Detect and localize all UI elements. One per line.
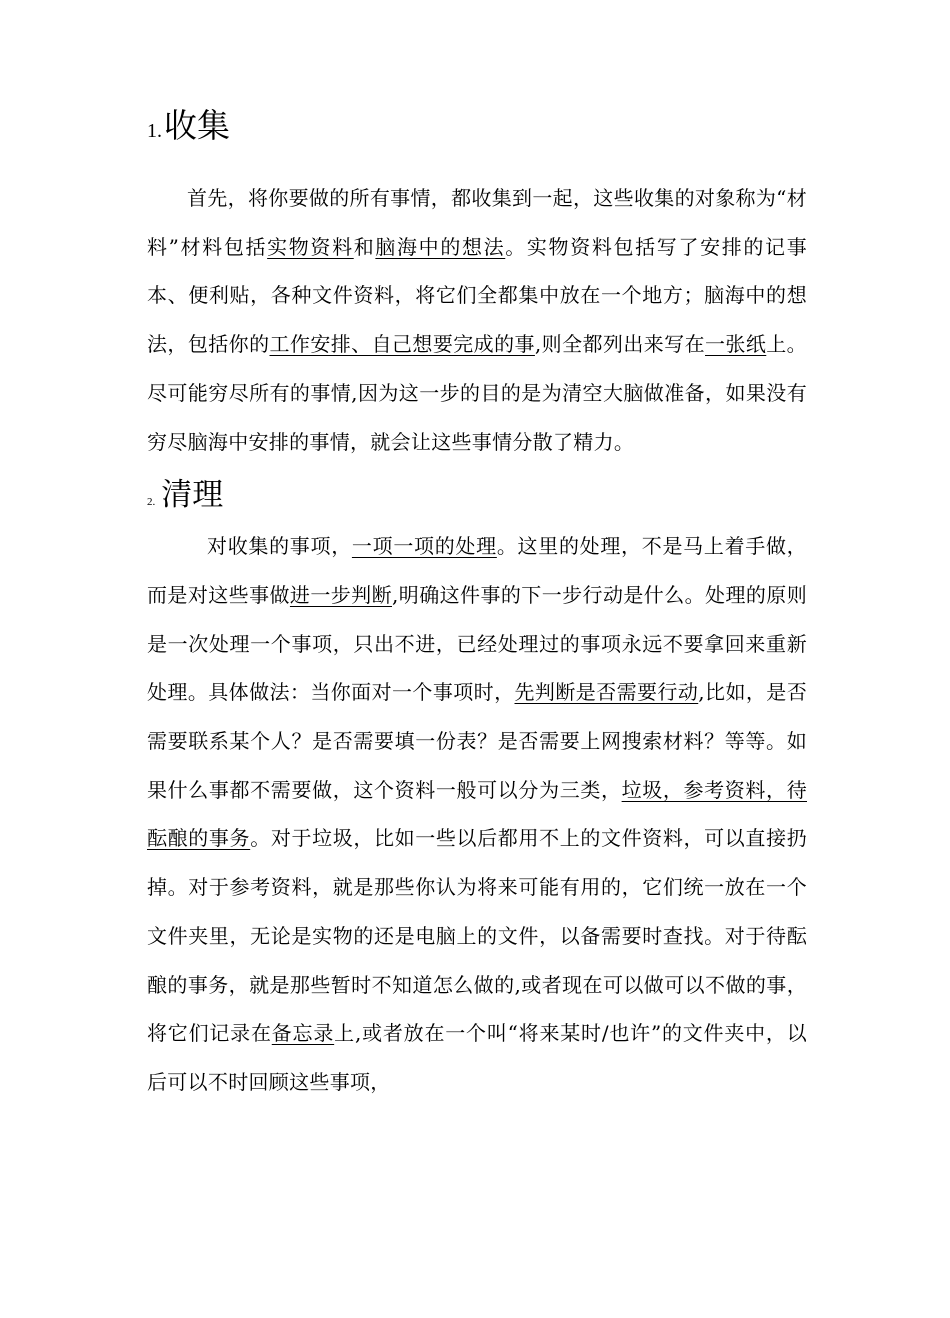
underlined-phrase: 实物资料 — [267, 234, 354, 259]
section-1-number: 1. — [147, 120, 162, 142]
text-run: ,明确这件事的下一步行动是什么。处理的原则是一次处理一个事项，只出不进，已经处理过的事项永远不要拿回来重新处理。具体做法：当你面对一个事项时， — [147, 582, 807, 705]
section-2-title: 清理 — [161, 477, 224, 514]
document-page — [147, 96, 807, 1107]
underlined-phrase: 先判断是否需要行动 — [514, 680, 699, 705]
text-run: 。这里的处理，不是马上着手做，而是对这些事做 — [147, 534, 807, 607]
text-run: 上。尽可能穷尽所有的事情,因为这一步的目的是为清空大脑做准备，如果没有穷尽脑海中安排的事情，就会让这些事情分散了精力。 — [147, 332, 807, 454]
underlined-phrase: 脑海中的想法 — [375, 234, 506, 259]
text-run: 和 — [353, 234, 376, 259]
section-2-paragraph — [147, 522, 807, 1106]
underlined-phrase: 一项一项的处理 — [351, 534, 497, 559]
text-run: 。实物资料包括写了安排的记事本、便利贴，各种文件资料，将它们全都集中放在一个地方；脑海中的想法，包括你的 — [147, 234, 807, 357]
text-run: 首先，将你要做的所有事情，都收集到一起，这些收集的对象称为“材料”材料包括 — [147, 186, 807, 259]
text-run: 对收集的事项， — [207, 534, 352, 559]
text-run: ,则全都列出来写在 — [534, 332, 706, 357]
underlined-phrase: 进一步判断 — [289, 582, 393, 607]
section-2-number: 2. — [147, 496, 156, 509]
section-1-title: 收集 — [164, 106, 230, 145]
underlined-phrase: 工作安排、自己想要完成的事 — [269, 332, 535, 357]
text-run: ,比如，是否需要联系某个人？是否需要填一份表？是否需要上网搜索材料？等等。如果什么事都不需要做，这个资料一般可以分为三类， — [147, 680, 807, 802]
section-2-heading — [147, 472, 807, 518]
underlined-phrase: 备忘录 — [271, 1021, 335, 1046]
section-1-paragraph — [147, 174, 807, 466]
underlined-phrase: 垃圾，参考资料，待酝酿的事务 — [147, 777, 807, 851]
text-run: 。对于垃圾，比如一些以后都用不上的文件资料，可以直接扔掉。对于参考资料，就是那些你认为将来可能有用的，它们统一放在一个文件夹里，无论是实物的还是电脑上的文件，以备需要时查找。对于待酝酿的事务，就是那些暂时不知道怎么做的,或者现在可以做可以不做的事，将它们记录在 — [147, 826, 808, 1046]
underlined-phrase: 一张纸 — [705, 332, 767, 357]
section-1-heading — [147, 96, 807, 156]
text-run: 上,或者放在一个叫“将来某时/也许”的文件夹中，以后可以不时回顾这些事项， — [147, 1021, 808, 1094]
